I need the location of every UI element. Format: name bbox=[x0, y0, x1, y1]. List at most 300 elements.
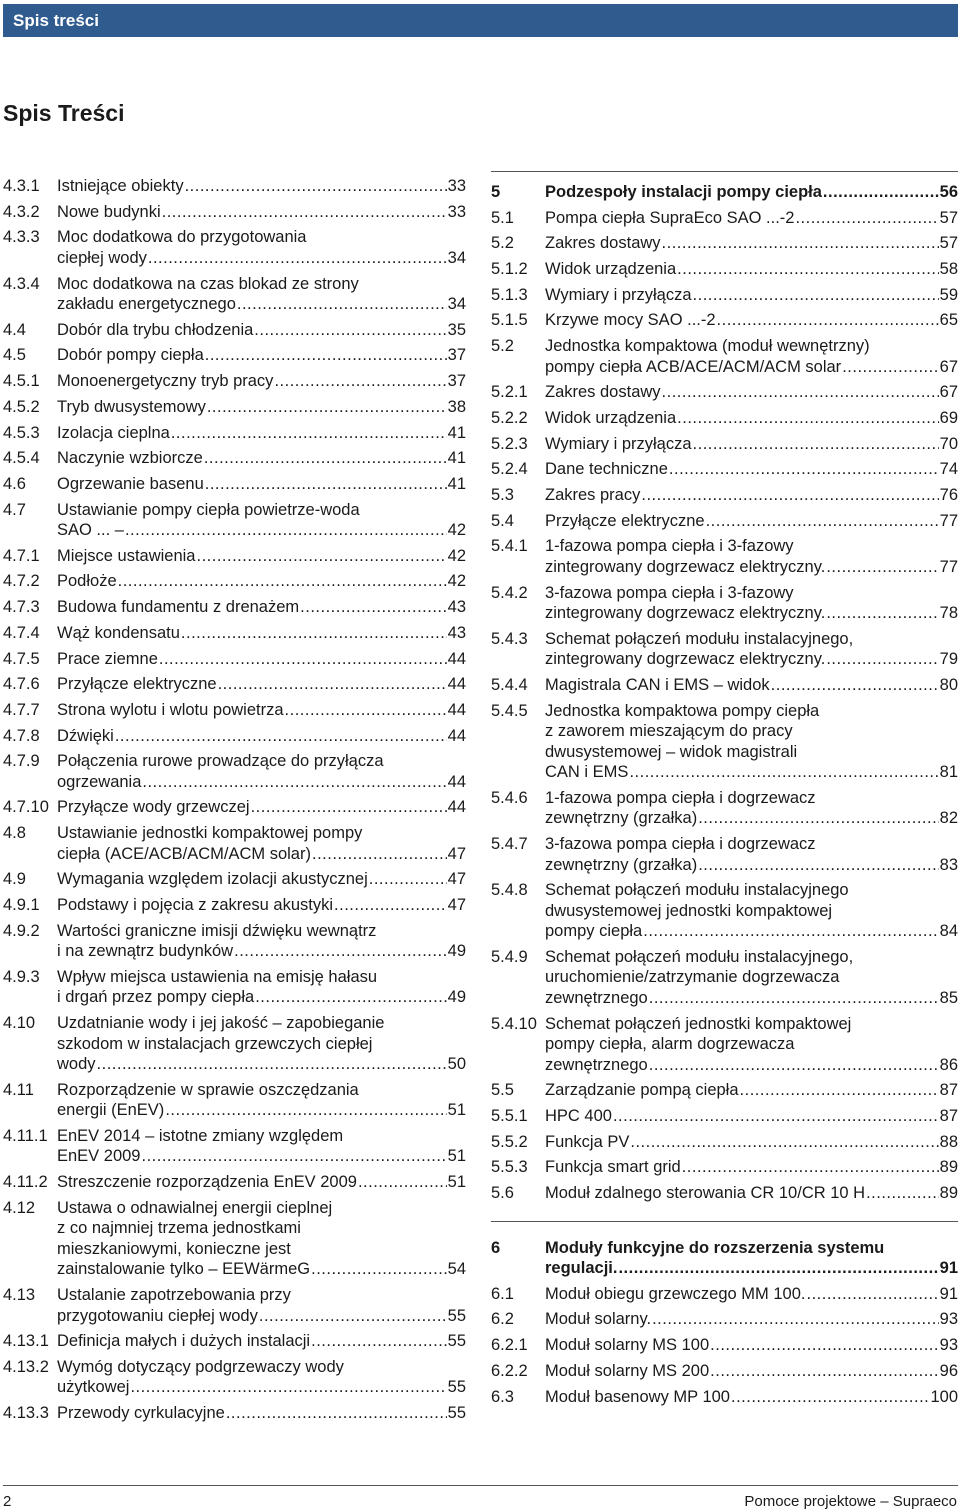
toc-entry[interactable] bbox=[491, 1361, 958, 1382]
toc-entry-page-number: 87 bbox=[939, 1081, 958, 1100]
toc-entry-title-line: z zaworem mieszającym do pracy bbox=[545, 722, 793, 741]
toc-entry-number: 4.13.3 bbox=[3, 1404, 49, 1423]
toc-entry-number: 6.2.1 bbox=[491, 1336, 528, 1355]
toc-entry[interactable] bbox=[491, 1309, 958, 1330]
toc-entry[interactable] bbox=[491, 947, 958, 1009]
toc-entry-final-line bbox=[57, 674, 466, 695]
toc-entry-page-number: 85 bbox=[939, 988, 958, 1007]
toc-entry[interactable] bbox=[491, 1132, 958, 1153]
toc-entry-number: 5.1.3 bbox=[491, 285, 528, 304]
toc-entry-page-number: 38 bbox=[447, 397, 466, 416]
toc-dot-leader bbox=[618, 1258, 938, 1279]
toc-entry-number: 4.13.1 bbox=[3, 1332, 49, 1351]
toc-entry-page-number: 47 bbox=[447, 870, 466, 889]
toc-entry-title: Moduł solarny MS 100 bbox=[545, 1336, 710, 1355]
toc-entry-page-number: 55 bbox=[447, 1332, 466, 1351]
toc-entry-page-number: 41 bbox=[447, 449, 466, 468]
toc-dot-leader bbox=[196, 546, 446, 567]
toc-entry-final-line bbox=[57, 1259, 466, 1280]
toc-entry-final-line bbox=[545, 988, 958, 1009]
toc-entry-title-line: Ustawianie pompy ciepła powietrze-woda bbox=[57, 500, 360, 519]
toc-entry-final-line bbox=[57, 520, 466, 541]
toc-entry-title: Przyłącze elektryczne bbox=[57, 675, 217, 694]
toc-dot-leader bbox=[866, 1183, 939, 1204]
toc-entry-title: zainstalowanie tylko – EEWärmeG bbox=[57, 1260, 311, 1279]
toc-entry-final-line bbox=[57, 571, 466, 592]
toc-entry[interactable] bbox=[491, 583, 958, 624]
toc-entry-title: EnEV 2009 bbox=[57, 1147, 141, 1166]
toc-entry[interactable] bbox=[3, 371, 466, 392]
toc-entry-final-line bbox=[545, 1106, 958, 1127]
toc-dot-leader bbox=[185, 176, 447, 197]
toc-entry[interactable] bbox=[3, 397, 466, 418]
toc-dot-leader bbox=[312, 844, 447, 865]
toc-entry-page-number: 51 bbox=[447, 1147, 466, 1166]
toc-entry[interactable] bbox=[491, 629, 958, 670]
toc-entry[interactable] bbox=[3, 700, 466, 721]
toc-entry[interactable] bbox=[3, 320, 466, 341]
toc-entry[interactable] bbox=[491, 1335, 958, 1356]
toc-entry-number: 5.5 bbox=[491, 1081, 514, 1100]
toc-entry-final-line bbox=[57, 397, 466, 418]
toc-entry-title-line: dwusystemowej jednostki kompaktowej bbox=[545, 901, 833, 920]
toc-entry[interactable] bbox=[491, 1183, 958, 1204]
toc-right-column bbox=[491, 182, 958, 1412]
toc-entry-final-line bbox=[545, 1157, 958, 1178]
toc-dot-leader bbox=[662, 233, 939, 254]
toc-entry[interactable] bbox=[3, 597, 466, 618]
toc-dot-leader bbox=[795, 208, 938, 229]
toc-entry-title-line: z co najmniej trzema jednostkami bbox=[57, 1219, 301, 1238]
toc-entry-title: regulacji. bbox=[545, 1259, 618, 1278]
toc-entry[interactable] bbox=[491, 382, 958, 403]
header-title: Spis treści bbox=[13, 11, 99, 30]
toc-dot-leader bbox=[710, 1361, 938, 1382]
toc-entry[interactable] bbox=[3, 649, 466, 670]
toc-entry-page-number: 67 bbox=[939, 383, 958, 402]
toc-dot-leader bbox=[115, 726, 447, 747]
toc-entry-final-line bbox=[545, 855, 958, 876]
toc-entry-number: 6.1 bbox=[491, 1284, 514, 1303]
toc-entry[interactable] bbox=[491, 233, 958, 254]
toc-entry-number: 4.9.3 bbox=[3, 967, 40, 986]
toc-entry-title-line: Wymóg dotyczący podgrzewaczy wody bbox=[57, 1357, 344, 1376]
toc-entry-number: 5.2.1 bbox=[491, 383, 528, 402]
toc-entry-title-line: Moc dodatkowa na czas blokad ze strony bbox=[57, 274, 359, 293]
toc-dot-leader bbox=[125, 520, 447, 541]
footer-rule bbox=[3, 1485, 958, 1486]
toc-dot-leader bbox=[771, 675, 939, 696]
toc-dot-leader bbox=[255, 987, 446, 1008]
toc-entry-number: 5.4.7 bbox=[491, 835, 528, 854]
toc-entry-title: Moduł solarny. bbox=[545, 1310, 652, 1329]
toc-entry[interactable] bbox=[3, 227, 466, 268]
toc-left-column bbox=[3, 176, 466, 1429]
toc-entry-title: CAN i EMS bbox=[545, 763, 629, 782]
toc-entry[interactable] bbox=[3, 869, 466, 890]
toc-entry[interactable] bbox=[3, 751, 466, 792]
toc-entry-page-number: 57 bbox=[939, 234, 958, 253]
toc-entry-final-line bbox=[57, 371, 466, 392]
toc-dot-leader bbox=[274, 371, 446, 392]
toc-dot-leader bbox=[205, 345, 447, 366]
toc-entry-page-number: 47 bbox=[447, 896, 466, 914]
toc-dot-leader bbox=[649, 1055, 939, 1076]
toc-entry-final-line bbox=[545, 1361, 958, 1382]
toc-entry-number: 4.3.4 bbox=[3, 274, 40, 293]
toc-entry-title: Moduł solarny MS 200 bbox=[545, 1361, 710, 1380]
toc-entry-final-line bbox=[545, 1055, 958, 1076]
toc-entry-title: ogrzewania bbox=[57, 772, 142, 791]
toc-entry-title: zintegrowany dogrzewacz elektryczny. bbox=[545, 557, 826, 576]
toc-entry[interactable] bbox=[3, 176, 466, 197]
toc-dot-leader bbox=[358, 1172, 447, 1193]
toc-entry-final-line bbox=[57, 941, 466, 962]
toc-entry-title: Wymiary i przyłącza bbox=[545, 285, 692, 304]
toc-dot-leader bbox=[369, 869, 447, 890]
toc-entry-title: Dobór pompy ciepła bbox=[57, 346, 204, 365]
toc-entry[interactable] bbox=[3, 1126, 466, 1167]
toc-dot-leader bbox=[259, 1306, 447, 1327]
toc-entry-number: 4.7 bbox=[3, 500, 26, 519]
toc-entry-final-line bbox=[57, 320, 466, 341]
toc-section-5 bbox=[491, 182, 958, 1204]
toc-entry[interactable] bbox=[491, 1014, 958, 1076]
footer-page-number: 2 bbox=[3, 1493, 12, 1510]
toc-entry-page-number: 33 bbox=[447, 202, 466, 221]
toc-entry[interactable] bbox=[3, 345, 466, 366]
toc-entry[interactable] bbox=[491, 485, 958, 506]
toc-entry-title-line: 1-fazowa pompa ciepła i 3-fazowy bbox=[545, 537, 794, 556]
toc-entry-final-line bbox=[57, 248, 466, 269]
toc-entry[interactable] bbox=[491, 1238, 958, 1279]
toc-entry-title: i na zewnątrz budynków bbox=[57, 942, 234, 961]
toc-entry-final-line bbox=[545, 310, 958, 331]
toc-entry-number: 4.7.3 bbox=[3, 598, 40, 617]
toc-dot-leader bbox=[630, 1132, 938, 1153]
toc-entry-number: 4.8 bbox=[3, 824, 26, 843]
toc-entry-final-line bbox=[57, 1331, 466, 1352]
toc-entry-title-line: Ustawianie jednostki kompaktowej pompy bbox=[57, 824, 363, 843]
toc-entry-final-line bbox=[545, 511, 958, 532]
toc-entry-title: Widok urządzenia bbox=[545, 260, 677, 279]
toc-entry-page-number: 78 bbox=[939, 604, 958, 623]
toc-entry[interactable] bbox=[491, 1080, 958, 1101]
toc-entry-page-number: 44 bbox=[447, 798, 466, 817]
toc-dot-leader bbox=[171, 423, 447, 444]
toc-entry-page-number: 77 bbox=[939, 511, 958, 530]
toc-entry-title: Miejsce ustawienia bbox=[57, 546, 196, 565]
toc-entry[interactable] bbox=[3, 202, 466, 223]
toc-entry[interactable] bbox=[491, 675, 958, 696]
toc-entry-title: Wymagania względem izolacji akustycznej bbox=[57, 870, 368, 889]
toc-entry-final-line bbox=[57, 844, 466, 865]
toc-entry[interactable] bbox=[3, 571, 466, 592]
toc-entry[interactable] bbox=[491, 788, 958, 829]
toc-entry[interactable] bbox=[3, 623, 466, 644]
toc-entry-page-number: 59 bbox=[939, 285, 958, 304]
toc-entry-final-line bbox=[57, 176, 466, 197]
toc-entry-final-line bbox=[57, 987, 466, 1008]
toc-entry-title: Zarządzanie pompą ciepła bbox=[545, 1081, 739, 1100]
toc-entry-title: Moduł zdalnego sterowania CR 10/CR 10 H bbox=[545, 1184, 866, 1203]
toc-entry[interactable] bbox=[491, 701, 958, 783]
toc-entry-title: Izolacja cieplna bbox=[57, 423, 170, 442]
toc-entry[interactable] bbox=[3, 500, 466, 541]
toc-entry-number: 4.12 bbox=[3, 1198, 36, 1217]
toc-dot-leader bbox=[118, 571, 447, 592]
toc-entry-number: 5.5.2 bbox=[491, 1132, 528, 1151]
toc-entry-title: Podstawy i pojęcia z zakresu akustyki bbox=[57, 896, 334, 914]
toc-entry-number: 5.4.5 bbox=[491, 701, 528, 720]
toc-entry-page-number: 77 bbox=[939, 557, 958, 576]
toc-entry[interactable] bbox=[491, 880, 958, 942]
toc-dot-leader bbox=[682, 1157, 939, 1178]
toc-entry-final-line bbox=[57, 1172, 466, 1193]
toc-entry-title: Wąż kondensatu bbox=[57, 623, 180, 642]
toc-dot-leader bbox=[643, 921, 938, 942]
toc-entry-final-line bbox=[545, 285, 958, 306]
toc-entry-number: 4.7.9 bbox=[3, 752, 40, 771]
toc-entry[interactable] bbox=[3, 1172, 466, 1193]
toc-entry-title-line: Uzdatnianie wody i jej jakość – zapobieganie bbox=[57, 1014, 385, 1033]
toc-entry-final-line bbox=[57, 448, 466, 469]
toc-entry-final-line bbox=[545, 1132, 958, 1153]
toc-entry-final-line bbox=[545, 808, 958, 829]
toc-entry-page-number: 93 bbox=[939, 1336, 958, 1355]
toc-entry-number: 5.2.4 bbox=[491, 460, 528, 479]
toc-entry-title: Ogrzewanie basenu bbox=[57, 474, 204, 493]
toc-entry[interactable] bbox=[491, 259, 958, 280]
toc-entry-final-line bbox=[545, 357, 958, 378]
toc-entry-page-number: 33 bbox=[447, 177, 466, 195]
toc-entry[interactable] bbox=[3, 921, 466, 962]
toc-entry[interactable] bbox=[3, 546, 466, 567]
toc-entry-number: 4.4 bbox=[3, 320, 26, 339]
toc-entry-number: 4.11.2 bbox=[3, 1173, 48, 1192]
toc-dot-leader bbox=[693, 285, 939, 306]
toc-dot-leader bbox=[251, 797, 447, 818]
toc-entry-title-line: Ustalanie zapotrzebowania przy bbox=[57, 1286, 291, 1304]
toc-entry-title: ciepła (ACE/ACB/ACM/ACM solar) bbox=[57, 844, 311, 863]
toc-entry-title: ciepłej wody bbox=[57, 248, 147, 267]
toc-entry[interactable] bbox=[491, 511, 958, 532]
toc-entry-title: zintegrowany dogrzewacz elektryczny. bbox=[545, 604, 826, 623]
toc-entry-final-line bbox=[545, 259, 958, 280]
toc-entry-page-number: 81 bbox=[939, 763, 958, 782]
toc-entry-title: Funkcja smart grid bbox=[545, 1158, 681, 1177]
toc-entry-final-line bbox=[545, 649, 958, 670]
toc-entry-title: Prace ziemne bbox=[57, 649, 158, 668]
toc-entry-final-line bbox=[545, 208, 958, 229]
toc-entry[interactable] bbox=[491, 310, 958, 331]
toc-entry-page-number: 49 bbox=[447, 988, 466, 1007]
toc-entry[interactable] bbox=[491, 1106, 958, 1127]
toc-entry[interactable] bbox=[3, 1285, 466, 1326]
toc-dot-leader bbox=[717, 310, 939, 331]
toc-dot-leader bbox=[662, 382, 939, 403]
toc-entry-number: 4.7.4 bbox=[3, 623, 40, 642]
toc-entry-page-number: 89 bbox=[939, 1184, 958, 1203]
toc-entry-number: 4.7.6 bbox=[3, 675, 40, 694]
toc-entry-title: Przewody cyrkulacyjne bbox=[57, 1404, 225, 1423]
toc-entry[interactable] bbox=[3, 1331, 466, 1352]
toc-entry-final-line bbox=[545, 408, 958, 429]
toc-entry-final-line bbox=[57, 345, 466, 366]
toc-entry-number: 6 bbox=[491, 1238, 501, 1257]
toc-entry-page-number: 42 bbox=[447, 521, 466, 540]
toc-entry[interactable] bbox=[3, 823, 466, 864]
toc-entry[interactable] bbox=[491, 408, 958, 429]
toc-entry[interactable] bbox=[3, 423, 466, 444]
right-column-top-rule bbox=[491, 171, 958, 172]
toc-dot-leader bbox=[130, 1377, 446, 1398]
toc-entry[interactable] bbox=[3, 1357, 466, 1398]
toc-dot-leader bbox=[706, 511, 939, 532]
toc-entry-page-number: 65 bbox=[939, 311, 958, 330]
toc-entry-number: 4.11 bbox=[3, 1080, 34, 1099]
toc-dot-leader bbox=[311, 1331, 447, 1352]
toc-entry-page-number: 55 bbox=[447, 1378, 466, 1397]
toc-entry-title: Wymiary i przyłącza bbox=[545, 434, 692, 453]
toc-entry-title: i drgań przez pompy ciepła bbox=[57, 988, 255, 1007]
toc-entry-page-number: 74 bbox=[939, 460, 958, 479]
toc-entry-page-number: 54 bbox=[447, 1260, 466, 1279]
toc-entry-number: 5.2.3 bbox=[491, 434, 528, 453]
toc-entry-number: 4.7.1 bbox=[3, 546, 40, 565]
toc-entry[interactable] bbox=[3, 726, 466, 747]
toc-entry-final-line bbox=[545, 382, 958, 403]
toc-entry-page-number: 44 bbox=[447, 649, 466, 668]
toc-entry-title-line: Wpływ miejsca ustawienia na emisję hałasu bbox=[57, 967, 378, 986]
toc-entry[interactable] bbox=[3, 674, 466, 695]
toc-entry-number: 4.3.3 bbox=[3, 228, 40, 247]
toc-entry-title-line: Ustawa o odnawialnej energii cieplnej bbox=[57, 1198, 333, 1217]
toc-entry-page-number: 42 bbox=[447, 546, 466, 565]
toc-entry[interactable] bbox=[491, 336, 958, 377]
toc-entry-page-number: 80 bbox=[939, 676, 958, 694]
toc-entry-number: 5.4.10 bbox=[491, 1014, 537, 1033]
toc-dot-leader bbox=[165, 1100, 446, 1121]
toc-entry-page-number: 82 bbox=[939, 809, 958, 828]
toc-entry[interactable] bbox=[491, 182, 958, 203]
toc-dot-leader bbox=[669, 459, 939, 480]
toc-entry-title: zintegrowany dogrzewacz elektryczny. bbox=[545, 650, 826, 669]
toc-entry-number: 4.9.2 bbox=[3, 921, 40, 940]
toc-entry-final-line bbox=[57, 1403, 466, 1424]
toc-entry-number: 5.4.2 bbox=[491, 583, 528, 602]
toc-entry-page-number: 41 bbox=[447, 423, 466, 442]
toc-entry[interactable] bbox=[491, 285, 958, 306]
toc-entry-page-number: 34 bbox=[447, 248, 466, 267]
toc-dot-leader bbox=[649, 988, 939, 1009]
toc-entry-number: 6.2 bbox=[491, 1310, 514, 1329]
toc-entry-page-number: 93 bbox=[939, 1310, 958, 1329]
toc-entry-title-line: Moc dodatkowa do przygotowania bbox=[57, 228, 307, 247]
toc-entry[interactable] bbox=[3, 1080, 466, 1121]
toc-entry-final-line bbox=[545, 762, 958, 783]
toc-entry-final-line bbox=[57, 869, 466, 890]
toc-entry-number: 4.3.2 bbox=[3, 202, 40, 221]
toc-entry-page-number: 96 bbox=[939, 1361, 958, 1380]
toc-entry[interactable] bbox=[3, 967, 466, 1008]
toc-entry[interactable] bbox=[491, 834, 958, 875]
toc-entry-title-line: szkodom w instalacjach grzewczych ciepłej bbox=[57, 1034, 373, 1053]
toc-entry-title: zewnętrzny (grzałka) bbox=[545, 809, 698, 828]
toc-entry-final-line bbox=[545, 675, 958, 696]
toc-entry-number: 5.4.4 bbox=[491, 676, 528, 694]
toc-entry[interactable] bbox=[491, 1387, 958, 1408]
toc-dot-leader bbox=[629, 762, 938, 783]
toc-entry-number: 4.9.1 bbox=[3, 896, 40, 914]
toc-entry-number: 4.10 bbox=[3, 1014, 36, 1033]
toc-dot-leader bbox=[254, 320, 446, 341]
toc-entry-title-line: 1-fazowa pompa ciepła i dogrzewacz bbox=[545, 788, 816, 807]
toc-entry-title-line: Schemat połączeń modułu instalacyjnego bbox=[545, 881, 849, 900]
toc-entry[interactable] bbox=[3, 1198, 466, 1280]
toc-entry-page-number: 91 bbox=[939, 1259, 958, 1278]
toc-entry-page-number: 83 bbox=[939, 855, 958, 874]
toc-entry-page-number: 41 bbox=[447, 474, 466, 493]
toc-entry-final-line bbox=[545, 603, 958, 624]
toc-entry-page-number: 88 bbox=[939, 1132, 958, 1151]
toc-dot-leader bbox=[207, 397, 447, 418]
toc-entry-number: 5.4.1 bbox=[491, 537, 528, 556]
toc-entry-title: Definicja małych i dużych instalacji bbox=[57, 1332, 311, 1351]
toc-entry-title: Naczynie wzbiorcze bbox=[57, 449, 203, 468]
toc-entry[interactable] bbox=[491, 536, 958, 577]
toc-dot-leader bbox=[205, 474, 447, 495]
toc-entry[interactable] bbox=[3, 895, 466, 916]
toc-entry[interactable] bbox=[491, 1284, 958, 1305]
toc-entry-title: Strona wylotu i wlotu powietrza bbox=[57, 700, 284, 719]
toc-dot-leader bbox=[142, 772, 446, 793]
toc-entry[interactable] bbox=[3, 474, 466, 495]
toc-entry-title-line: 3-fazowa pompa ciepła i dogrzewacz bbox=[545, 835, 816, 854]
toc-entry-final-line bbox=[545, 459, 958, 480]
toc-entry-number: 4.13 bbox=[3, 1286, 36, 1304]
toc-entry[interactable] bbox=[3, 1013, 466, 1075]
toc-entry[interactable] bbox=[491, 459, 958, 480]
toc-entry-title: pompy ciepła ACB/ACE/ACM/ACM solar bbox=[545, 357, 842, 376]
toc-entry-title: Przyłącze elektryczne bbox=[545, 511, 705, 530]
toc-entry-page-number: 58 bbox=[939, 260, 958, 279]
toc-dot-leader bbox=[710, 1335, 938, 1356]
toc-entry-title: Funkcja PV bbox=[545, 1132, 630, 1151]
toc-dot-leader bbox=[677, 259, 938, 280]
toc-dot-leader bbox=[148, 248, 447, 269]
toc-entry-final-line bbox=[57, 597, 466, 618]
toc-dot-leader bbox=[141, 1146, 446, 1167]
toc-entry[interactable] bbox=[3, 1403, 466, 1424]
toc-entry-page-number: 55 bbox=[447, 1306, 466, 1325]
toc-entry[interactable] bbox=[3, 448, 466, 469]
toc-entry-final-line bbox=[57, 649, 466, 670]
page-title: Spis Treści bbox=[3, 100, 125, 126]
toc-entry[interactable] bbox=[491, 434, 958, 455]
toc-entry[interactable] bbox=[491, 1157, 958, 1178]
toc-entry-page-number: 100 bbox=[930, 1387, 958, 1406]
toc-entry-number: 4.7.7 bbox=[3, 700, 40, 719]
toc-entry-page-number: 37 bbox=[447, 372, 466, 391]
toc-entry[interactable] bbox=[3, 797, 466, 818]
toc-entry[interactable] bbox=[491, 208, 958, 229]
toc-entry-page-number: 37 bbox=[447, 346, 466, 365]
toc-entry-number: 5.3 bbox=[491, 486, 514, 505]
toc-entry-title-line: Jednostka kompaktowa (moduł wewnętrzny) bbox=[545, 337, 870, 356]
toc-entry-final-line bbox=[57, 202, 466, 223]
toc-entry[interactable] bbox=[3, 274, 466, 315]
